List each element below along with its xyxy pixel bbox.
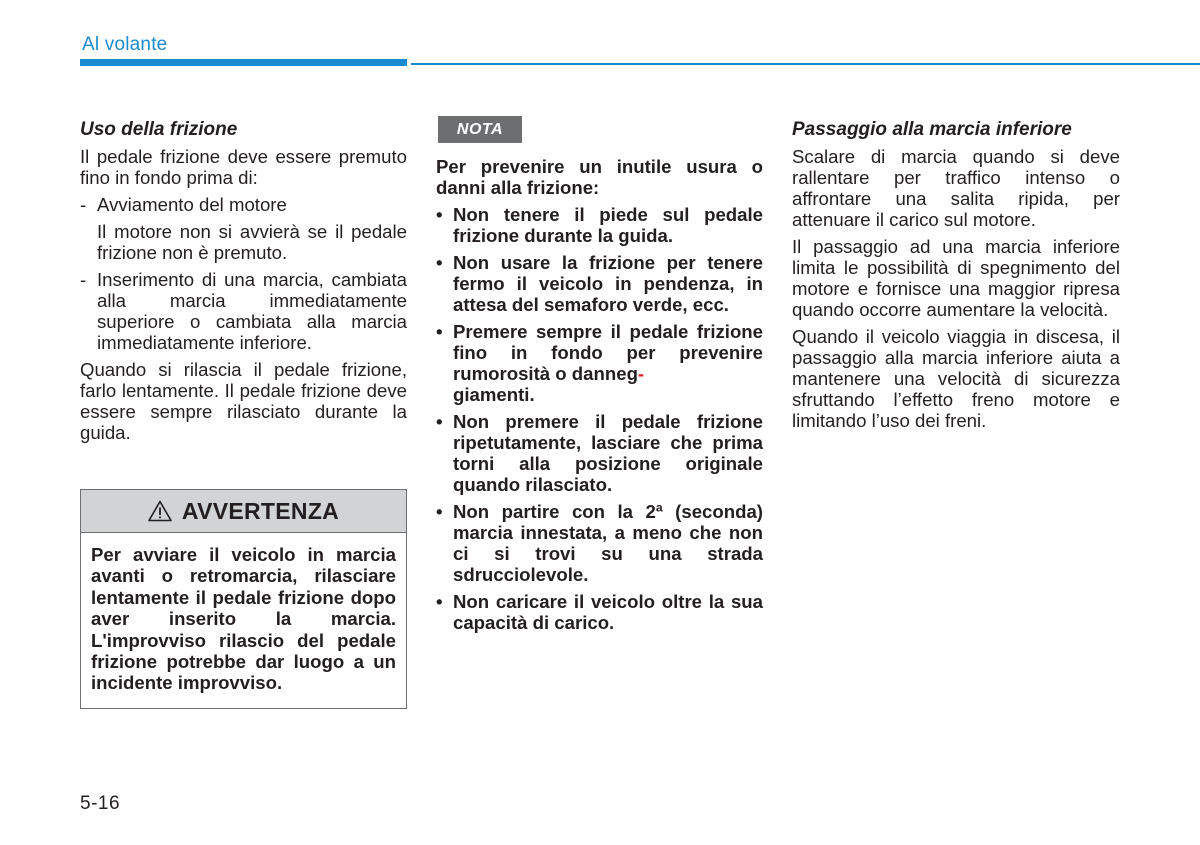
header-rule-thick xyxy=(80,59,407,66)
list-item-label: - Avviamento del motore xyxy=(97,194,287,215)
section-header-title: Al volante xyxy=(82,34,168,55)
warning-header xyxy=(81,490,406,533)
clutch-use-heading: Uso della frizione xyxy=(80,119,238,140)
list-item: • Non caricare il veicolo oltre la sua capacità di carico. xyxy=(436,591,763,633)
list-item-label: - Inserimento di una marcia, cambiata alla marcia immediatamente superiore o cambiata alla marcia immediatamente inferiore. xyxy=(97,269,407,353)
downshift-paragraph: Scalare di marcia quando si deve rallentare per traffico intenso o affrontare una salita ripida, per attenuare il carico sul motore. xyxy=(792,146,1120,230)
warning-body: Per avviare il veicolo in marcia avanti o retromarcia, rilasciare lentamente il pedale frizione dopo aver inserito la marcia. L'improvviso rilascio del pedale frizione potrebbe dar luogo a un incidente improvviso. xyxy=(91,544,396,694)
list-item xyxy=(80,269,407,353)
note-bullet-list xyxy=(436,204,763,633)
downshift-paragraph: Il passaggio ad una marcia inferiore limita le possibilità di spegnimento del motore e fornisce una maggior ripresa quando occorre aumentare la velocità. xyxy=(792,236,1120,320)
note-intro: Per prevenire un inutile usura o danni alla frizione: xyxy=(436,156,763,198)
list-item xyxy=(436,321,763,405)
clutch-dash-list xyxy=(80,194,407,353)
list-item xyxy=(80,194,407,263)
header-rule-thin xyxy=(411,63,1200,65)
warning-title: AVVERTENZA xyxy=(181,497,340,524)
bullet-text: Premere sempre il pedale frizione fino in fondo per prevenire rumorosità o danneg xyxy=(453,321,763,384)
page-number: 5-16 xyxy=(80,793,121,814)
hyphen-mark: - xyxy=(637,363,645,384)
bullet-text-tail: giamenti. xyxy=(453,384,535,405)
list-item: • Non partire con la 2ª (seconda) marcia innestata, a meno che non ci si trovi su una strada sdrucciolevole. xyxy=(436,501,763,585)
list-item: • Non tenere il piede sul pedale frizione durante la guida. xyxy=(436,204,763,246)
downshift-heading: Passaggio alla marcia inferiore xyxy=(792,119,1072,140)
note-badge: NOTA xyxy=(438,116,522,143)
list-item-subtext: Il motore non si avvierà se il pedale frizione non è premuto. xyxy=(97,221,407,263)
warning-triangle-icon xyxy=(148,500,172,522)
right-column xyxy=(792,116,1120,437)
middle-column xyxy=(436,116,763,639)
list-item: • Non premere il pedale frizione ripetutamente, lasciare che prima torni alla posizione originale quando rilasciato. xyxy=(436,411,763,495)
clutch-intro-text: Il pedale frizione deve essere premuto fino in fondo prima di: xyxy=(80,146,407,188)
clutch-release-text: Quando si rilascia il pedale frizione, farlo lentamente. Il pedale frizione deve essere sempre rilasciato durante la guida. xyxy=(80,359,407,443)
list-item: • Non usare la frizione per tenere fermo il veicolo in pendenza, in attesa del semaforo verde, ecc. xyxy=(436,252,763,315)
downshift-paragraph: Quando il veicolo viaggia in discesa, il passaggio alla marcia inferiore aiuta a mantenere una velocità di sicurezza sfruttando l’effetto freno motore e limitando l’uso dei freni. xyxy=(792,326,1120,431)
warning-box xyxy=(80,489,407,709)
left-column xyxy=(80,116,407,449)
